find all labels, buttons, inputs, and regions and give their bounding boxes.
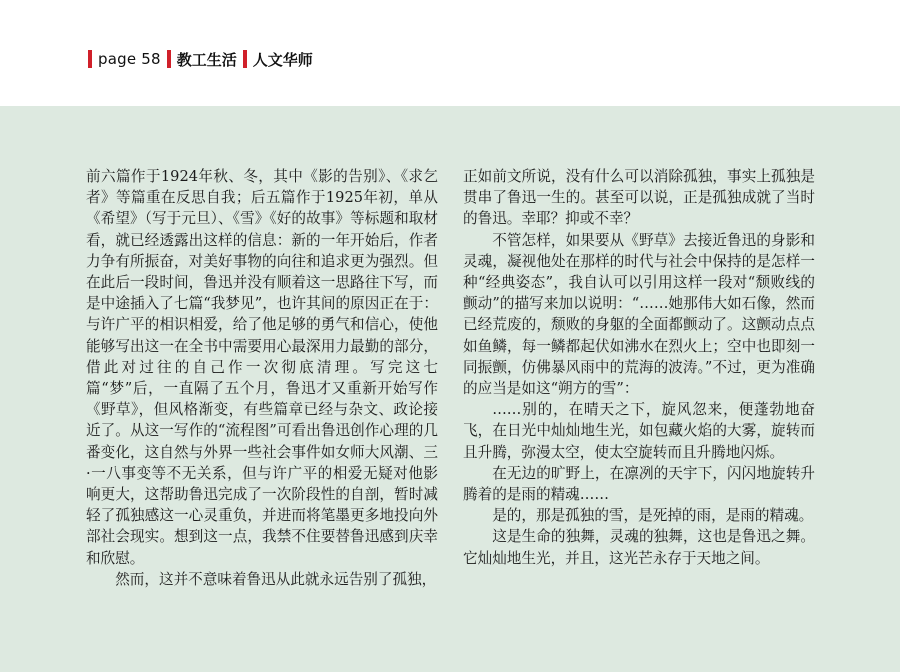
running-header xyxy=(88,48,313,70)
page-number: page 58 xyxy=(98,50,161,68)
quoted-paragraph: 在无边的旷野上，在凛冽的天宇下，闪闪地旋转升腾着的是雨的精魂…… xyxy=(463,464,815,504)
paragraph: 不管怎样，如果要从《野草》去接近鲁迅的身影和灵魂，凝视他处在那样的时代与社会中保持的是怎样一种“经典姿态”，我自认可以引用这样一段对“颓败线的颤动”的描写来加以说明：“……她那伟大如石像，然而已经荒废的，颓败的身躯的全面都颤动了。这颤动点点如鱼鳞，每一鳞都起伏如沸水在烈火上；空中也即刻一同振颤，仿佛暴风雨中的荒海的波涛。”不过，更为准确的应当是如这“朔方的雪”： xyxy=(463,231,815,398)
section-title: 教工生活 xyxy=(176,50,237,69)
paragraph: 这是生命的独舞，灵魂的独舞，这也是鲁迅之舞。它灿灿地生光，并且，这光芒永存于天地之间。 xyxy=(463,528,815,567)
paragraph: 是的，那是孤独的雪，是死掉的雨，是雨的精魂。 xyxy=(492,507,814,525)
red-bar-marker xyxy=(88,50,92,68)
paragraph: 前六篇作于1924年秋、冬，其中《影的告别》、《求乞者》等篇重在反思自我；后五篇作于1925年初，单从《希望》（写于元旦）、《雪》《好的故事》等标题和取材看，就已经透露出这样的信息：新的一年开始后，作者力争有所振奋，对美好事物的向往和追求更为强烈。但在此后一段时间，鲁迅并没有顺着这一思路往下写，而是中途插入了七篇“我梦见”，也许其间的原因正在于：与许广平的相识相爱，给了他足够的勇气和信心，使他能够写出这一在全书中需要用心最深用力最勤的部分，借此对过往的自己作一次彻底清理。写完这七篇“梦”后，一直隔了五个月，鲁迅才又重新开始写作《野草》，但风格渐变，有些篇章已经与杂文、政论接近了。从这一写作的“流程图”可看出鲁迅创作心理的几番变化，这自然与外界一些社会事件如女师大风潮、三·一八事变等不无关系，但与许广平的相爱无疑对他影响更大，这帮助鲁迅完成了一次阶段性的自剖，暂时减轻了孤独感这一心灵重负，并进而将笔墨更多地投向外部社会现实。想到这一点，我禁不住要替鲁迅感到庆幸和欣慰。 xyxy=(86,168,438,567)
paragraph: 正如前文所说，没有什么可以消除孤独，事实上孤独是贯串了鲁迅一生的。甚至可以说，正是孤独成就了当时的鲁迅。幸耶？抑或不幸？ xyxy=(463,168,815,228)
left-text-column xyxy=(86,166,438,590)
paragraph: 然而，这并不意味着鲁迅从此就永远告别了孤独， xyxy=(115,570,437,588)
column-title: 人文华师 xyxy=(252,50,313,69)
quoted-paragraph: ……别的，在晴天之下，旋风忽来，便蓬勃地奋飞，在日光中灿灿地生光，如包藏火焰的大雾，旋转而且升腾，弥漫太空，使太空旋转而且升腾地闪烁。 xyxy=(463,401,815,461)
red-bar-marker xyxy=(243,50,247,68)
red-bar-marker xyxy=(167,50,171,68)
page-header xyxy=(0,0,900,106)
right-text-column xyxy=(463,166,815,569)
